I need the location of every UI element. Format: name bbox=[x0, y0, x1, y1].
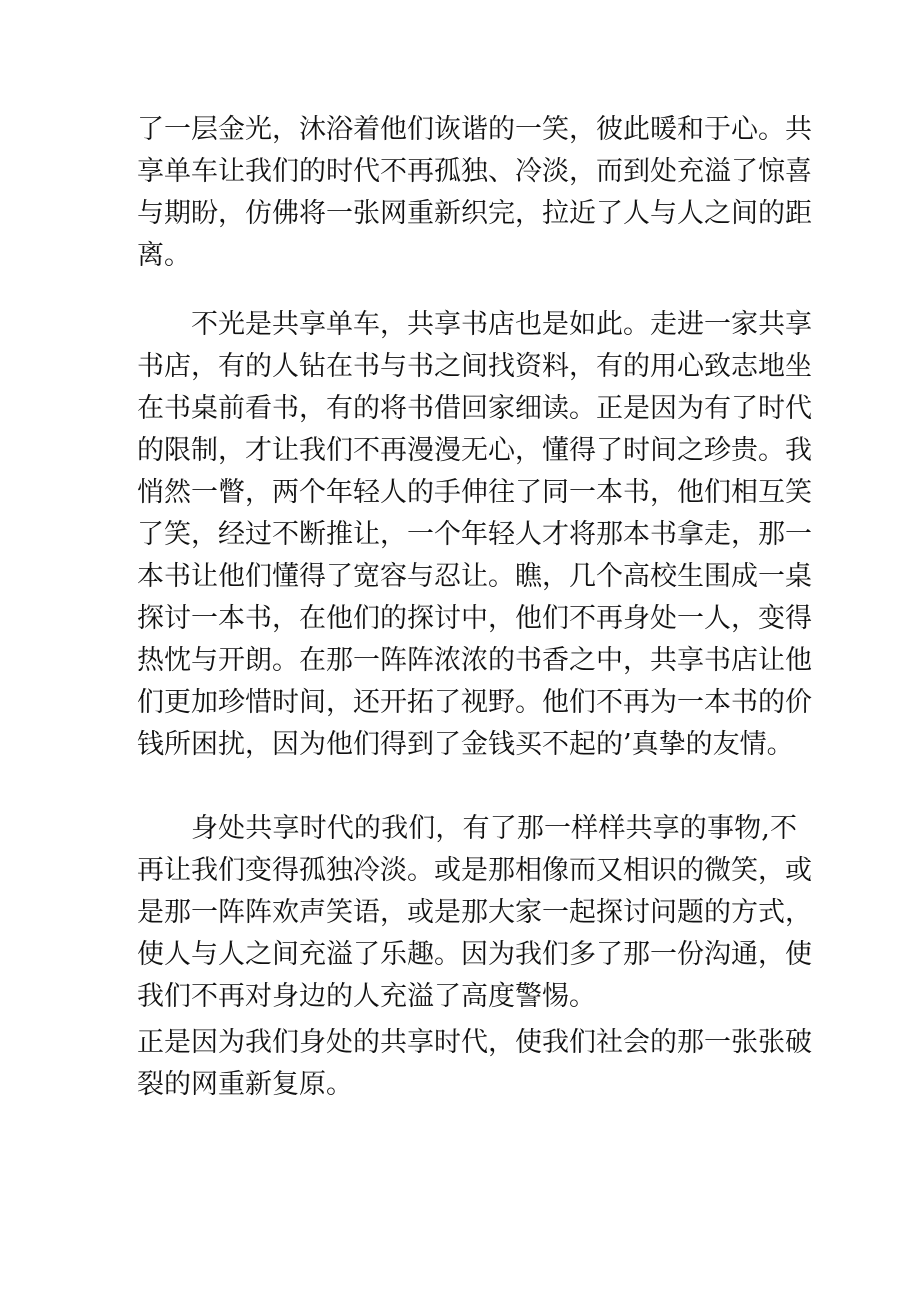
paragraph-1-line-4: 离。 bbox=[137, 240, 191, 271]
paragraph-2-line-4: 的限制，才让我们不再漫漫无心，懂得了时间之珍贵。我 bbox=[137, 435, 812, 466]
paragraph-1-line-3: 与期盼，仿佛将一张网重新织完，拉近了人与人之间的距 bbox=[137, 198, 812, 229]
paragraph-2-line-6: 了笑，经过不断推让，一个年轻人才将那本书拿走，那一 bbox=[137, 519, 812, 550]
paragraph-2-line-11: 钱所困扰，因为他们得到了金钱买不起的’真挚的友情。 bbox=[137, 729, 794, 760]
paragraph-2-line-3: 在书桌前看书，有的将书借回家细读。正是因为有了时代 bbox=[137, 393, 812, 424]
paragraph-3-line-1: 身处共享时代的我们，有了那一样样共享的事物,不 bbox=[191, 813, 797, 844]
paragraph-4-line-2: 裂的网重新复原。 bbox=[137, 1069, 353, 1100]
paragraph-2-line-2: 书店，有的人钻在书与书之间找资料，有的用心致志地坐 bbox=[137, 351, 812, 382]
paragraph-2-line-8: 探讨一本书，在他们的探讨中，他们不再身处一人，变得 bbox=[137, 603, 812, 634]
paragraph-3-line-4: 使人与人之间充溢了乐趣。因为我们多了那一份沟通，使 bbox=[137, 939, 812, 970]
paragraph-1-line-2: 享单车让我们的时代不再孤独、冷淡，而到处充溢了惊喜 bbox=[137, 156, 812, 187]
paragraph-3-line-5: 我们不再对身边的人充溢了高度警惕。 bbox=[137, 981, 596, 1012]
paragraph-1-line-1: 了一层金光，沐浴着他们诙谐的一笑，彼此暖和于心。共 bbox=[137, 114, 812, 145]
paragraph-4-line-1: 正是因为我们身处的共享时代，使我们社会的那一张张破 bbox=[137, 1027, 812, 1058]
paragraph-2-line-1: 不光是共享单车，共享书店也是如此。走进一家共享 bbox=[191, 309, 812, 340]
paragraph-2-line-10: 们更加珍惜时间，还开拓了视野。他们不再为一本书的价 bbox=[137, 687, 812, 718]
paragraph-3-line-2: 再让我们变得孤独冷淡。或是那相像而又相识的微笑，或 bbox=[137, 855, 812, 886]
paragraph-2-line-5: 悄然一瞥，两个年轻人的手伸往了同一本书，他们相互笑 bbox=[137, 477, 812, 508]
paragraph-2-line-9: 热忱与开朗。在那一阵阵浓浓的书香之中，共享书店让他 bbox=[137, 645, 812, 676]
paragraph-2-line-7: 本书让他们懂得了宽容与忍让。瞧，几个高校生围成一桌 bbox=[137, 561, 812, 592]
paragraph-3-line-3: 是那一阵阵欢声笑语，或是那大家一起探讨问题的方式， bbox=[137, 897, 812, 928]
